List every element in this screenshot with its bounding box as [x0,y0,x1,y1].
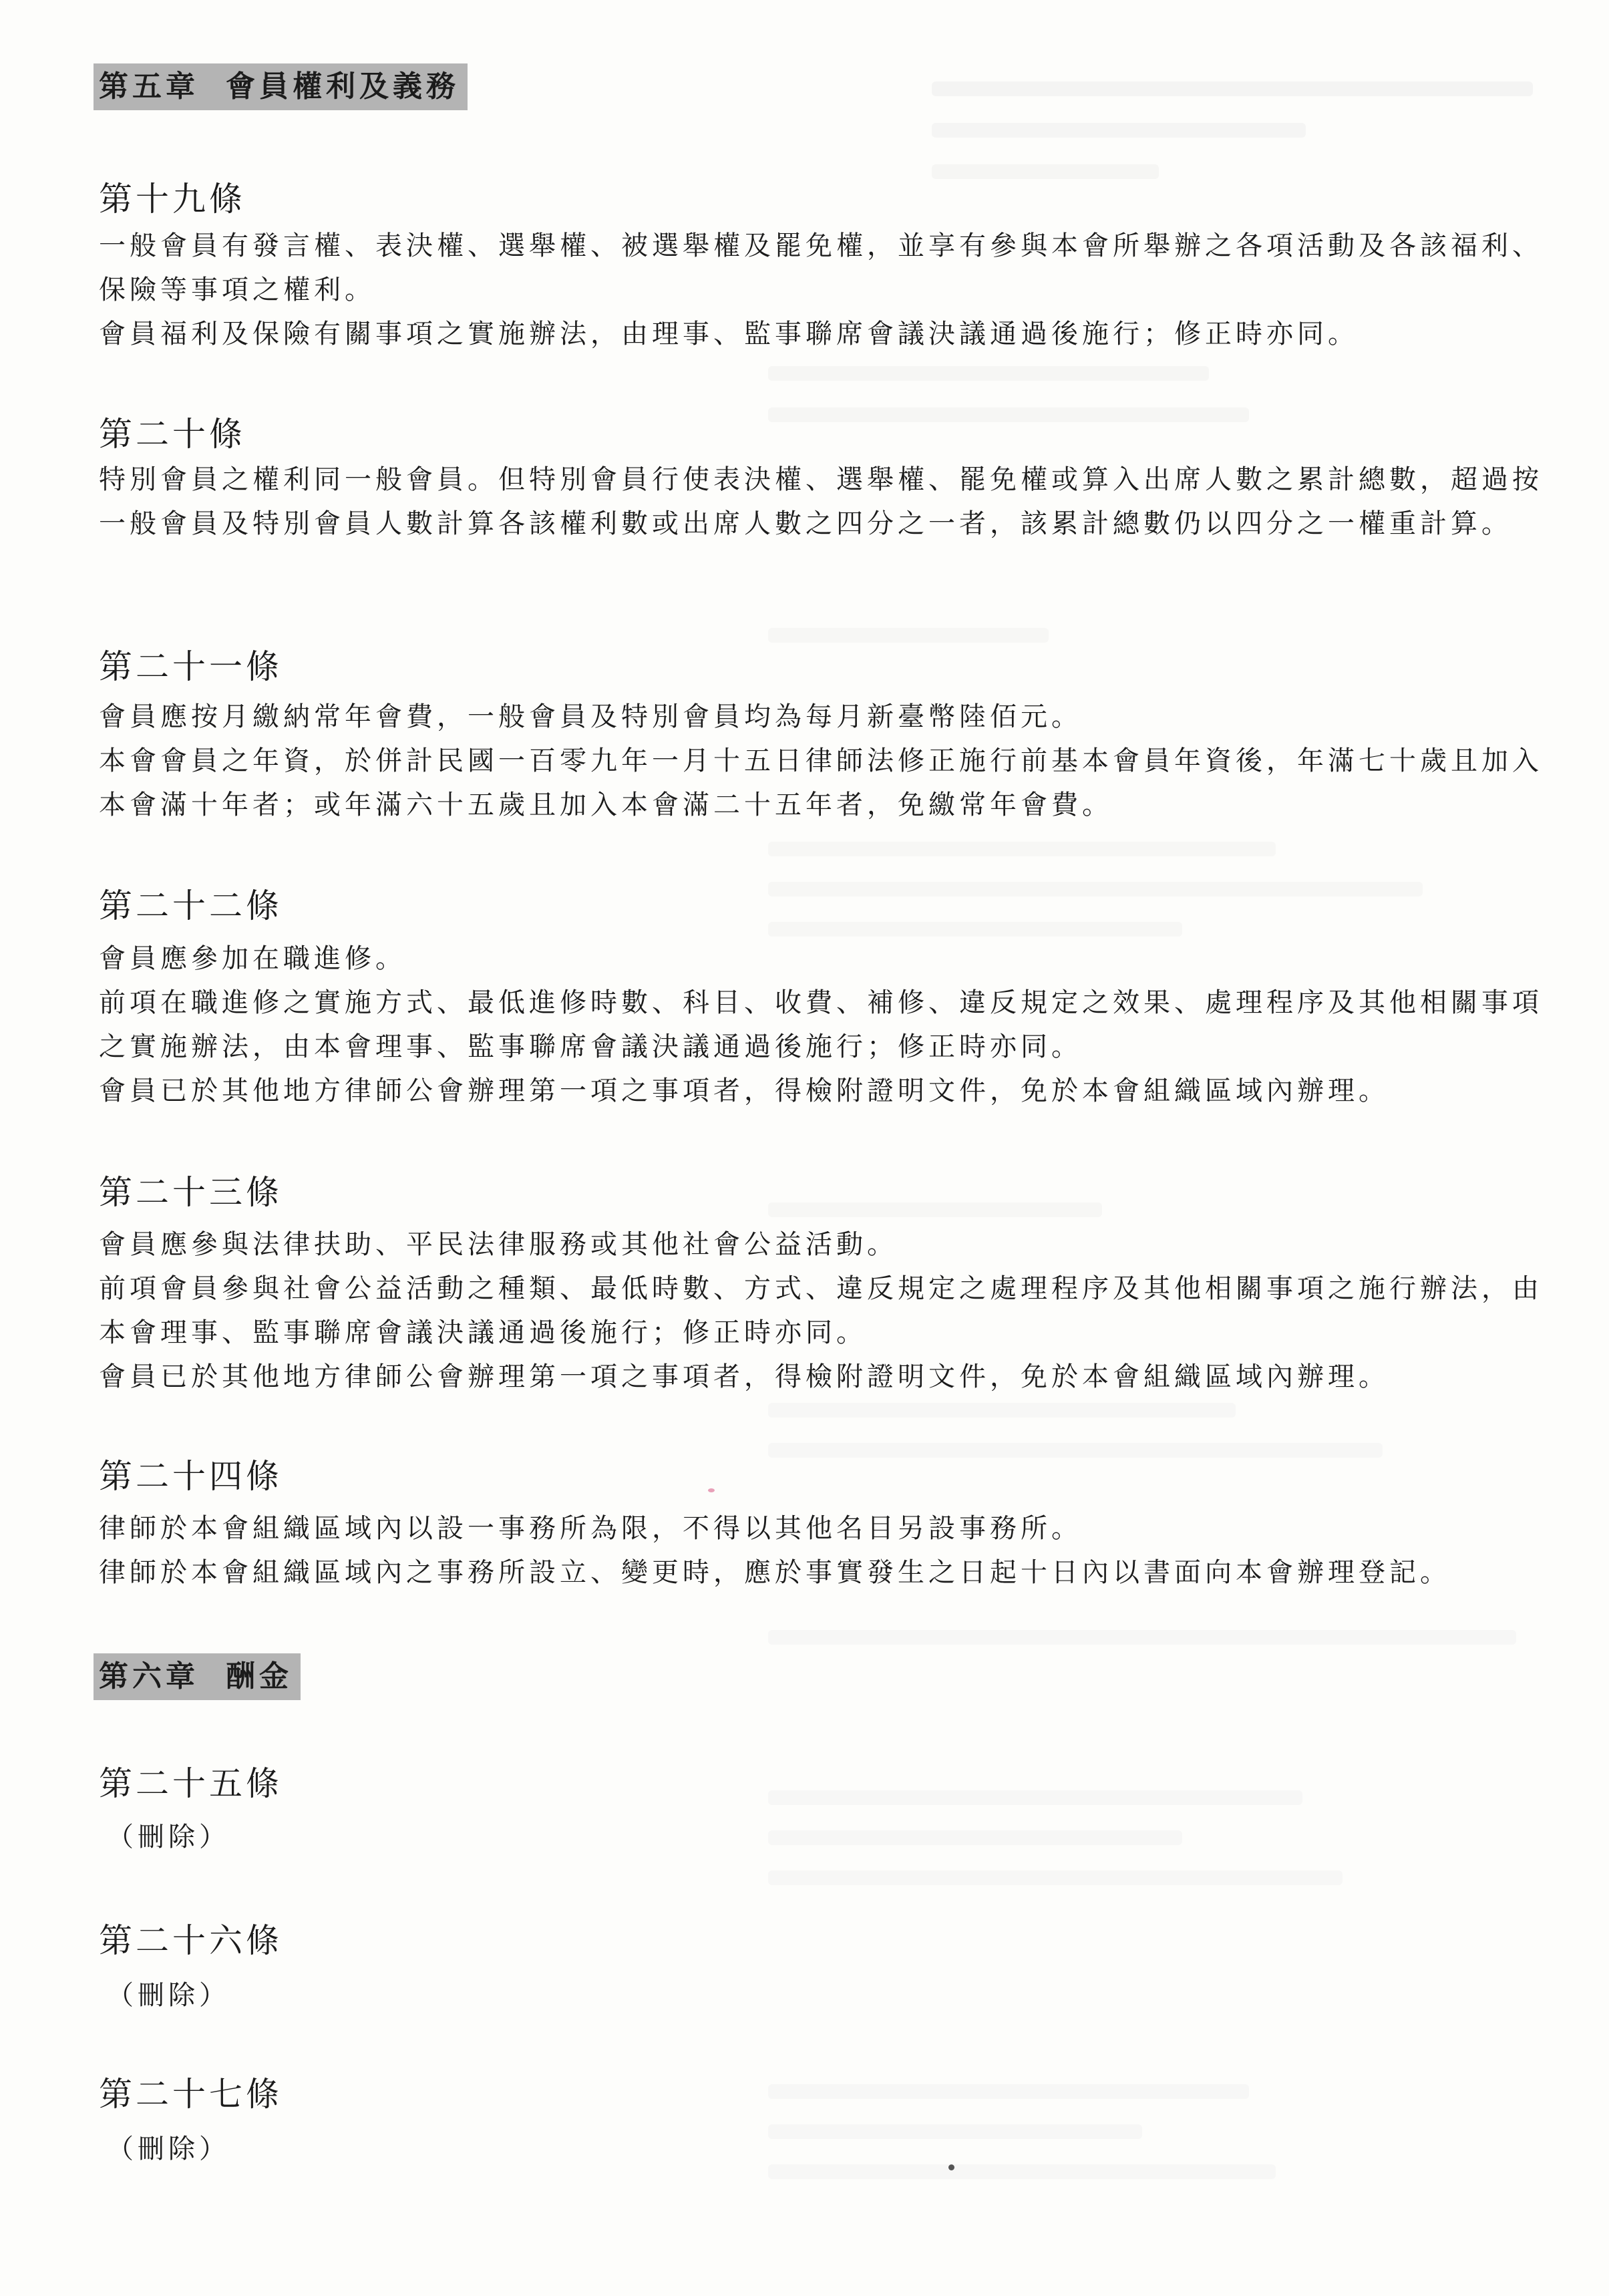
article-20-heading: 第二十條 [99,415,246,454]
article-26-deleted-note: （刪除） [107,1980,230,2011]
scan-speck [708,1488,715,1492]
article-19-body [99,224,1548,356]
article-23-paragraph-3: 會員已於其他地方律師公會辦理第一項之事項者，得檢附證明文件，免於本會組織區域內辦理。 [99,1361,1389,1392]
chapter-6-number: 第六章 [99,1659,199,1693]
article-27-heading: 第二十七條 [99,2075,283,2114]
article-21-heading: 第二十一條 [99,647,283,686]
article-19-paragraph-1: 一般會員有發言權、表決權、選舉權、被選舉權及罷免權，並享有參與本會所舉辦之各項活動及各該福利、保險等事項之權利。 [99,230,1543,305]
article-21-paragraph-1: 會員應按月繳納常年會費，一般會員及特別會員均為每月新臺幣陸佰元。 [99,701,1082,732]
article-22-paragraph-2: 前項在職進修之實施方式、最低進修時數、科目、收費、補修、違反規定之效果、處理程序及其他相關事項之實施辦法，由本會理事、監事聯席會議決議通過後施行；修正時亦同。 [99,987,1543,1062]
article-21-body [99,695,1548,827]
article-22-paragraph-1: 會員應參加在職進修。 [99,943,406,974]
chapter-6-heading [94,1653,301,1700]
article-19-heading: 第十九條 [99,180,246,218]
article-22-heading: 第二十二條 [99,886,283,925]
article-21-paragraph-2: 本會會員之年資，於併計民國一百零九年一月十五日律師法修正施行前基本會員年資後，年滿七十歲且加入本會滿十年者；或年滿六十五歲且加入本會滿二十五年者，免繳常年會費。 [99,746,1543,820]
article-24-paragraph-1: 律師於本會組織區域內以設一事務所為限，不得以其他名目另設事務所。 [99,1513,1082,1544]
article-22-paragraph-3: 會員已於其他地方律師公會辦理第一項之事項者，得檢附證明文件，免於本會組織區域內辦理。 [99,1076,1389,1106]
chapter-6-title: 酬金 [226,1659,293,1693]
article-22-body [99,937,1548,1113]
article-23-body [99,1222,1548,1399]
article-20-paragraph-1: 特別會員之權利同一般會員。但特別會員行使表決權、選舉權、罷免權或算入出席人數之累計總數，超過按一般會員及特別會員人數計算各該權利數或出席人數之四分之一者，該累計總數仍以四分之一權重計算。 [99,464,1543,539]
article-25-heading: 第二十五條 [99,1764,283,1803]
chapter-5-heading [94,63,468,110]
chapter-5-number: 第五章 [99,69,199,104]
article-23-paragraph-1: 會員應參與法律扶助、平民法律服務或其他社會公益活動。 [99,1229,898,1260]
article-25-deleted-note: （刪除） [107,1822,230,1852]
chapter-5-title: 會員權利及義務 [226,69,460,104]
article-23-paragraph-2: 前項會員參與社會公益活動之種類、最低時數、方式、違反規定之處理程序及其他相關事項之施行辦法，由本會理事、監事聯席會議決議通過後施行；修正時亦同。 [99,1273,1543,1348]
article-23-heading: 第二十三條 [99,1173,283,1212]
article-26-heading: 第二十六條 [99,1921,283,1960]
article-24-heading: 第二十四條 [99,1457,283,1496]
article-24-paragraph-2: 律師於本會組織區域內之事務所設立、變更時，應於事實發生之日起十日內以書面向本會辦理登記。 [99,1557,1451,1588]
article-20-body [99,458,1548,546]
scan-speck [948,2164,954,2170]
article-27-deleted-note: （刪除） [107,2134,230,2164]
article-19-paragraph-2: 會員福利及保險有關事項之實施辦法，由理事、監事聯席會議決議通過後施行；修正時亦同。 [99,319,1359,349]
article-24-body [99,1506,1548,1595]
